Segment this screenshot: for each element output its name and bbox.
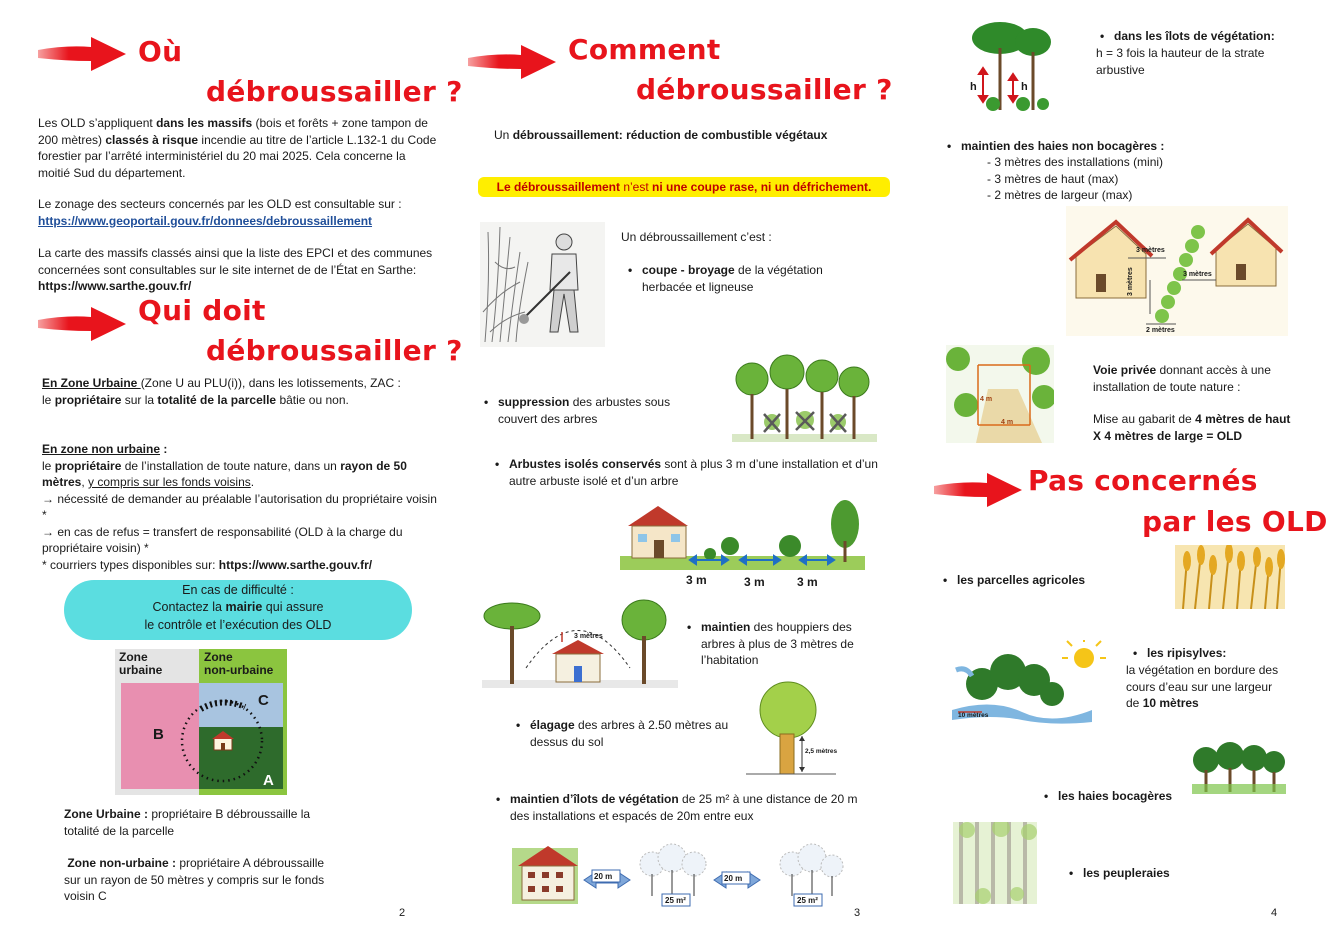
- road-height-label: 4 m: [980, 396, 993, 403]
- island-distance-label-1: 20 m: [594, 872, 613, 881]
- heading-comment-line2: débroussailler ?: [636, 73, 893, 106]
- house-icon: [211, 729, 235, 751]
- island-size-label-1: 25 m²: [665, 896, 686, 905]
- heading-pas-concernes-line2: par les OLD: [1142, 505, 1328, 538]
- caption-zone-non-urbaine: Zone non-urbaine : propriétaire A débroussaille sur un rayon de 50 mètres y compris sur le fonds voisin C: [64, 856, 325, 904]
- isolated-shrubs-illustration: [620, 496, 865, 591]
- sarthe-link[interactable]: https://www.sarthe.gouv.fr/: [38, 279, 192, 294]
- page-number-2: 2: [399, 907, 406, 919]
- hedge-distance-label-2: 3 mètres: [1183, 271, 1212, 278]
- paragraph-carte: La carte des massifs classés ainsi que la liste des EPCI et des communes concernées sont consultables sur le site internet de de l’État en Sarthe: https://www.sarthe.gouv.fr/: [38, 246, 433, 294]
- hedge-distance-label-1: 3 mètres: [1136, 247, 1165, 254]
- diagram-label-b: B: [153, 726, 164, 743]
- road-width-label: 4 m: [1001, 419, 1014, 426]
- heading-qui-line2: débroussailler ?: [206, 334, 463, 367]
- bullet-peupleraies: • les peupleraies: [1083, 865, 1243, 882]
- distance-label-3: 3 m: [797, 575, 818, 589]
- heading-qui-line1: Qui doit: [138, 294, 266, 327]
- heading-comment-line1: Comment: [568, 33, 721, 66]
- hedge-height-label: 3 mètres: [1127, 267, 1134, 296]
- red-arrow-icon: [466, 42, 558, 82]
- diagram-zone-non-urbaine-label: Zone non-urbaine: [204, 650, 274, 677]
- bullet-suppression: • suppression des arbustes sous couvert des arbres: [498, 394, 708, 427]
- vegetation-islands-illustration: [512, 840, 847, 908]
- crown-distance-label: 3 mètres: [574, 633, 603, 640]
- bullet-parcelles-agricoles: • les parcelles agricoles: [957, 572, 1157, 589]
- zone-urbaine-text: En Zone Urbaine (Zone U au PLU(i)), dans les lotissements, ZAC : le propriétaire sur la totalité de la parcelle bâtie ou non.: [42, 376, 401, 407]
- bullet-haies-bocageres: • les haies bocagères: [1058, 788, 1218, 805]
- bullet-houppiers: • maintien des houppiers des arbres à plus de 3 mètres de l’habitation: [701, 619, 876, 669]
- bullet-elagage: • élagage des arbres à 2.50 mètres au dessus du sol: [530, 717, 740, 750]
- island-height-shapes: [955, 18, 1053, 118]
- private-road-text: Voie privée donnant accès à une installation de toute nature :: [1093, 363, 1271, 394]
- island-height-illustration: [955, 18, 1053, 118]
- definition-text: Un débroussaillement: réduction de combustible végétaux: [494, 128, 828, 142]
- hedge-shapes: [1066, 206, 1288, 336]
- pruning-shapes: [746, 680, 846, 778]
- diagram-zone-urbaine-label: Zone urbaine: [119, 650, 163, 677]
- bocage-hedge-illustration: [1192, 742, 1286, 794]
- height-label-1: h: [970, 81, 977, 93]
- haies-non-bocageres-list: - 3 mètres des installations (mini) - 3 mètres de haut (max) - 2 mètres de largeur (max): [987, 155, 1164, 203]
- hedge-width-label: 2 mètres: [1146, 327, 1175, 334]
- page-number-4: 4: [1271, 907, 1278, 919]
- red-arrow-icon: [36, 34, 128, 74]
- shrub-removal-illustration: [732, 354, 877, 444]
- bullet-ripisylves: • les ripisylves:: [1147, 645, 1307, 662]
- heading-ou-line2: débroussailler ?: [206, 75, 463, 108]
- crown-distance-shapes: [482, 598, 678, 690]
- height-label-2: h: [1021, 81, 1028, 93]
- zone-diagram: [115, 649, 287, 795]
- private-road-gabarit-text: Mise au gabarit de 4 mètres de haut X 4 mètres de large = OLD: [1093, 412, 1291, 443]
- distance-label-1: 3 m: [686, 573, 707, 587]
- red-arrow-icon: [36, 304, 128, 344]
- zone-non-urbaine-text: En zone non urbaine : le propriétaire de l’installation de toute nature, dans un rayon de 50 mètres, y compris sur les fonds voisins. → nécessité de demander au préalable l’autorisation du propriétaire voisin * → en cas de refus = transfert de responsabilité (OLD à la charge du propriétaire voisin) * * courriers types disponibles sur: https://www.sarthe.gouv.fr/: [42, 442, 437, 572]
- brushcutter-worker-illustration: [480, 222, 605, 347]
- paragraph-zonage: Le zonage des secteurs concernés par les OLD est consultable sur : https://www.geoportail.gouv.fr/donnees/debroussaillement: [38, 197, 402, 228]
- bullet-haies-non-bocageres: • maintien des haies non bocagères :: [961, 138, 1221, 155]
- heading-ou-line1: Où: [138, 35, 183, 68]
- wheat-field-illustration: [1175, 545, 1285, 609]
- highlight-banner: Le débroussaillement n’est ni une coupe rase, ni un défrichement.: [478, 177, 890, 197]
- private-road-illustration: [946, 345, 1054, 443]
- poplar-plantation-illustration: [953, 822, 1037, 904]
- isolated-shrubs-shapes: [620, 496, 865, 591]
- riverbank-illustration: [952, 640, 1107, 728]
- ilots-hauteur-text: h = 3 fois la hauteur de la strate arbustive: [1096, 46, 1265, 77]
- riverbank-width-label: 10 mètres: [958, 712, 989, 719]
- bullet-ilots: • maintien d’îlots de végétation de 25 m² à une distance de 20 m des installations et espacés de 20m entre eux: [510, 791, 860, 824]
- contact-mairie-box: En cas de difficulté : Contactez la mairie qui assure le contrôle et l’exécution des OLD: [64, 580, 412, 640]
- caption-zone-urbaine: Zone Urbaine : propriétaire B débroussaille la totalité de la parcelle: [64, 807, 311, 838]
- pruning-height-label: 2,5 mètres: [805, 748, 838, 755]
- diagram-label-c: C: [258, 692, 269, 709]
- bullet-ilots-hauteur: • dans les îlots de végétation:: [1114, 28, 1304, 45]
- private-road-shapes: [946, 345, 1054, 443]
- bullet-coupe-broyage: • coupe - broyage de la végétation herbacée et ligneuse: [642, 262, 852, 295]
- pruning-illustration: [746, 680, 846, 778]
- ripisylves-text: la végétation en bordure des cours d’eau sur une largeur de 10 mètres: [1126, 663, 1279, 711]
- island-size-label-2: 25 m²: [797, 896, 818, 905]
- page-number-3: 3: [854, 907, 861, 919]
- bullet-arbustes-isoles: • Arbustes isolés conservés sont à plus 3 m d’une installation et d’un autre arbuste isolé et d’un arbre: [509, 456, 879, 489]
- island-distance-label-2: 20 m: [724, 874, 743, 883]
- distance-label-2: 3 m: [744, 575, 765, 589]
- paragraph-scope: Les OLD s’appliquent dans les massifs (bois et forêts + zone tampon de 200 mètres) classés à risque incendie au titre de l’article L.132-1 du Code forestier par l’arrêté interministériel du 20 mai 2025. Cela concerne la moitié Sud du département.: [38, 116, 437, 180]
- crown-distance-illustration: [482, 598, 678, 690]
- hedge-illustration: [1066, 206, 1288, 336]
- diagram-label-a: A: [263, 772, 274, 789]
- cest-label: Un débroussaillement c’est :: [621, 230, 772, 244]
- geoportail-link[interactable]: https://www.geoportail.gouv.fr/donnees/debroussaillement: [38, 213, 373, 228]
- heading-pas-concernes-line1: Pas concernés: [1028, 464, 1258, 497]
- red-arrow-icon: [932, 470, 1024, 510]
